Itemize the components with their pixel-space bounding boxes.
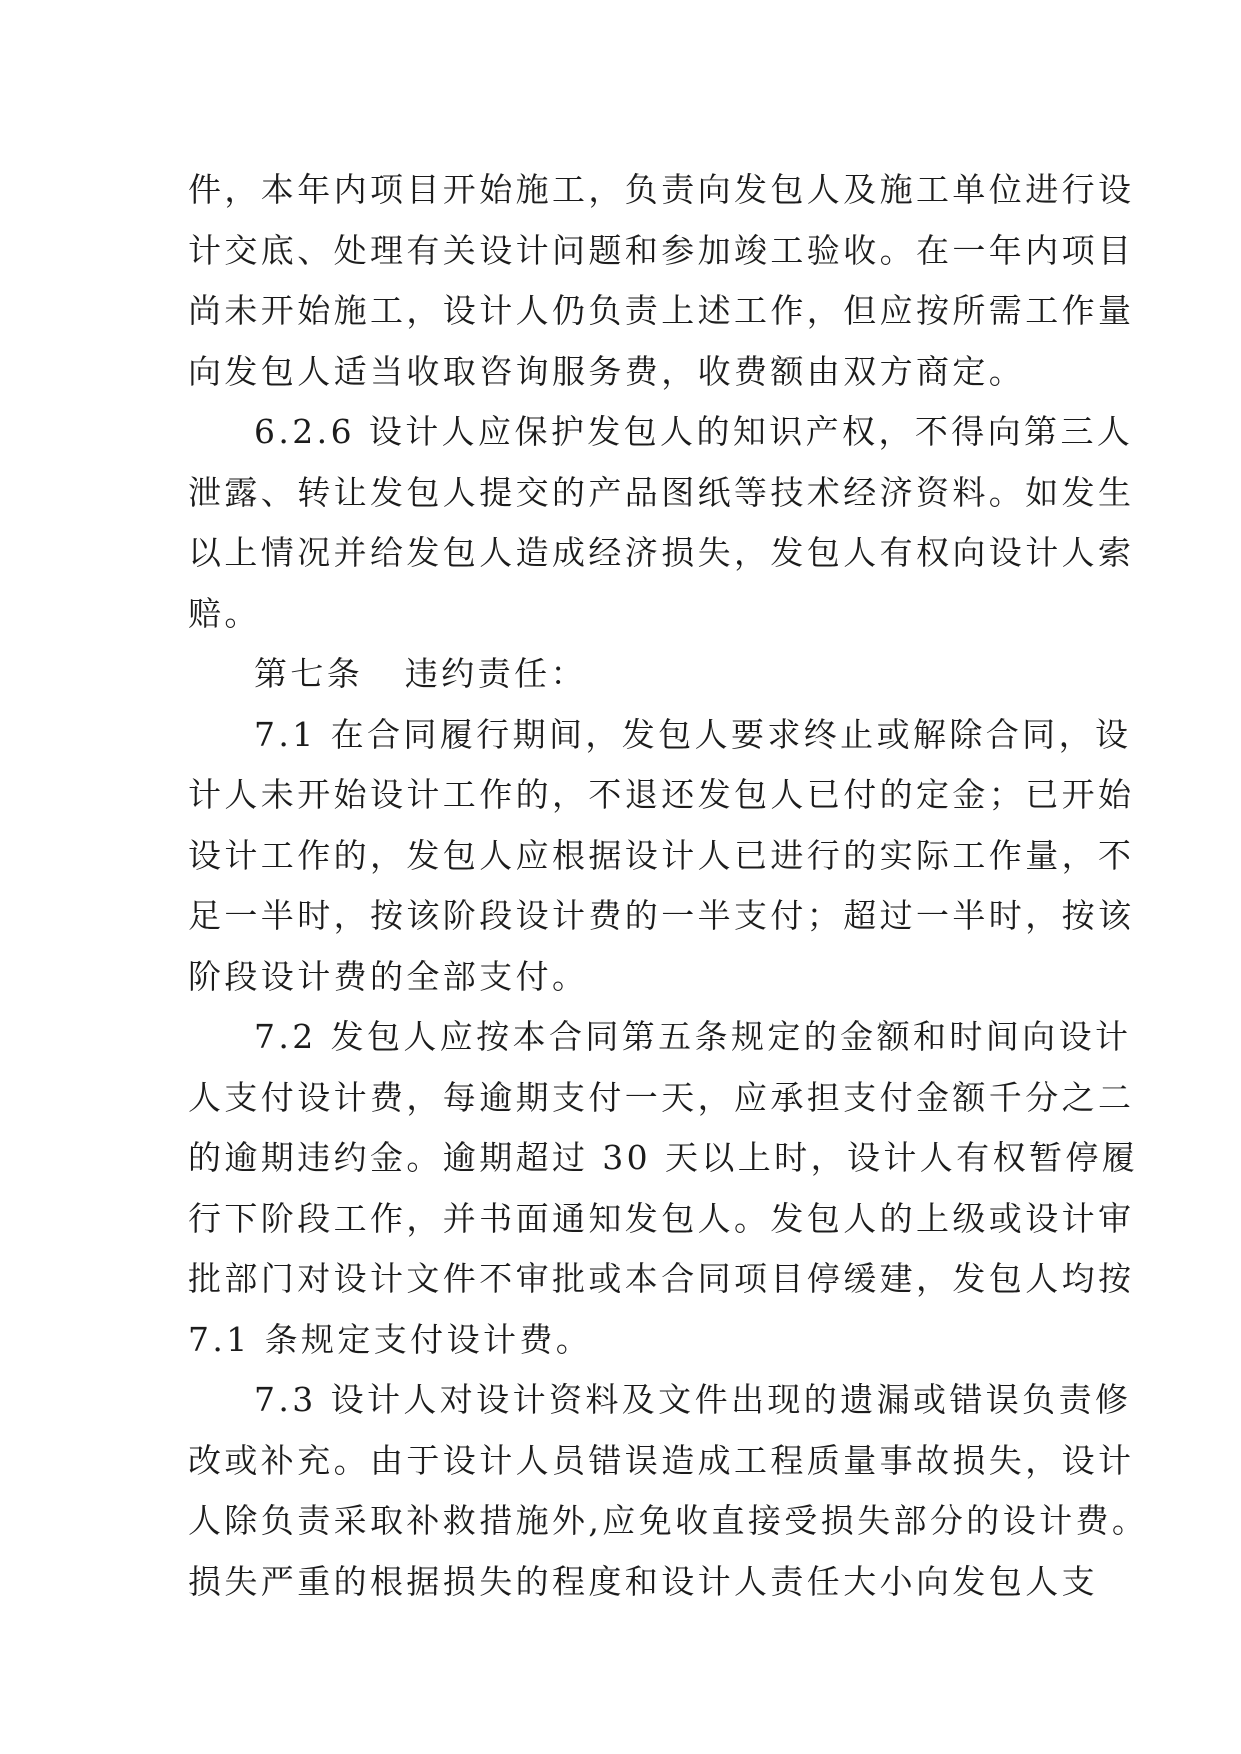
- text-line: 件，本年内项目开始施工，负责向发包人及施工单位进行设: [188, 170, 1135, 209]
- text-line: 的逾期违约金。逾期超过 30 天以上时，设计人有权暂停履: [188, 1138, 1139, 1177]
- section-heading: 第七条 违约责任：: [254, 654, 587, 693]
- text-line: 7.3 设计人对设计资料及文件出现的遗漏或错误负责修: [254, 1380, 1132, 1419]
- text-line: 6.2.6 设计人应保护发包人的知识产权，不得向第三人: [254, 412, 1134, 451]
- article-7-heading: [188, 644, 1058, 705]
- text-line: 足一半时，按该阶段设计费的一半支付；超过一半时，按该: [188, 896, 1135, 935]
- text-line: 改或补充。由于设计人员错误造成工程质量事故损失，设计: [188, 1440, 1135, 1480]
- text-line: 批部门对设计文件不审批或本合同项目停缓建，发包人均按: [188, 1259, 1135, 1298]
- text-line: 7.2 发包人应按本合同第五条规定的金额和时间向设计: [254, 1017, 1132, 1056]
- text-line: 设计工作的，发包人应根据设计人已进行的实际工作量，不: [188, 835, 1135, 875]
- text-line: 阶段设计费的全部支付。: [188, 956, 589, 996]
- paragraph-7-1: [188, 705, 1135, 1008]
- text-line: 以上情况并给发包人造成经济损失，发包人有权向设计人索: [188, 533, 1135, 572]
- text-line: 损失严重的根据损失的程度和设计人责任大小向发包人支: [188, 1561, 1098, 1601]
- text-line: 计交底、处理有关设计问题和参加竣工验收。在一年内项目: [188, 230, 1135, 270]
- text-line: 泄露、转让发包人提交的产品图纸等技术经济资料。如发生: [188, 472, 1135, 512]
- paragraph-6-2-6: [188, 402, 1135, 644]
- text-line: 7.1 在合同履行期间，发包人要求终止或解除合同，设: [254, 714, 1132, 754]
- text-line: 行下阶段工作，并书面通知发包人。发包人的上级或设计审: [188, 1198, 1135, 1238]
- text-line: 赔。: [188, 593, 261, 633]
- paragraph-continuation: [188, 160, 1135, 402]
- text-line: 计人未开始设计工作的，不退还发包人已付的定金；已开始: [188, 775, 1135, 814]
- text-line: 人除负责采取补救措施外,应免收直接受损失部分的设计费。: [188, 1501, 1149, 1540]
- text-line: 向发包人适当收取咨询服务费，收费额由双方商定。: [188, 351, 1026, 391]
- text-line: 人支付设计费，每逾期支付一天，应承担支付金额千分之二: [188, 1077, 1135, 1117]
- paragraph-7-2: [188, 1007, 1139, 1370]
- text-line: 7.1 条规定支付设计费。: [188, 1319, 593, 1359]
- paragraph-7-3: [188, 1370, 1149, 1612]
- contract-text: [188, 160, 1149, 1612]
- text-line: 尚未开始施工，设计人仍负责上述工作，但应按所需工作量: [188, 291, 1135, 330]
